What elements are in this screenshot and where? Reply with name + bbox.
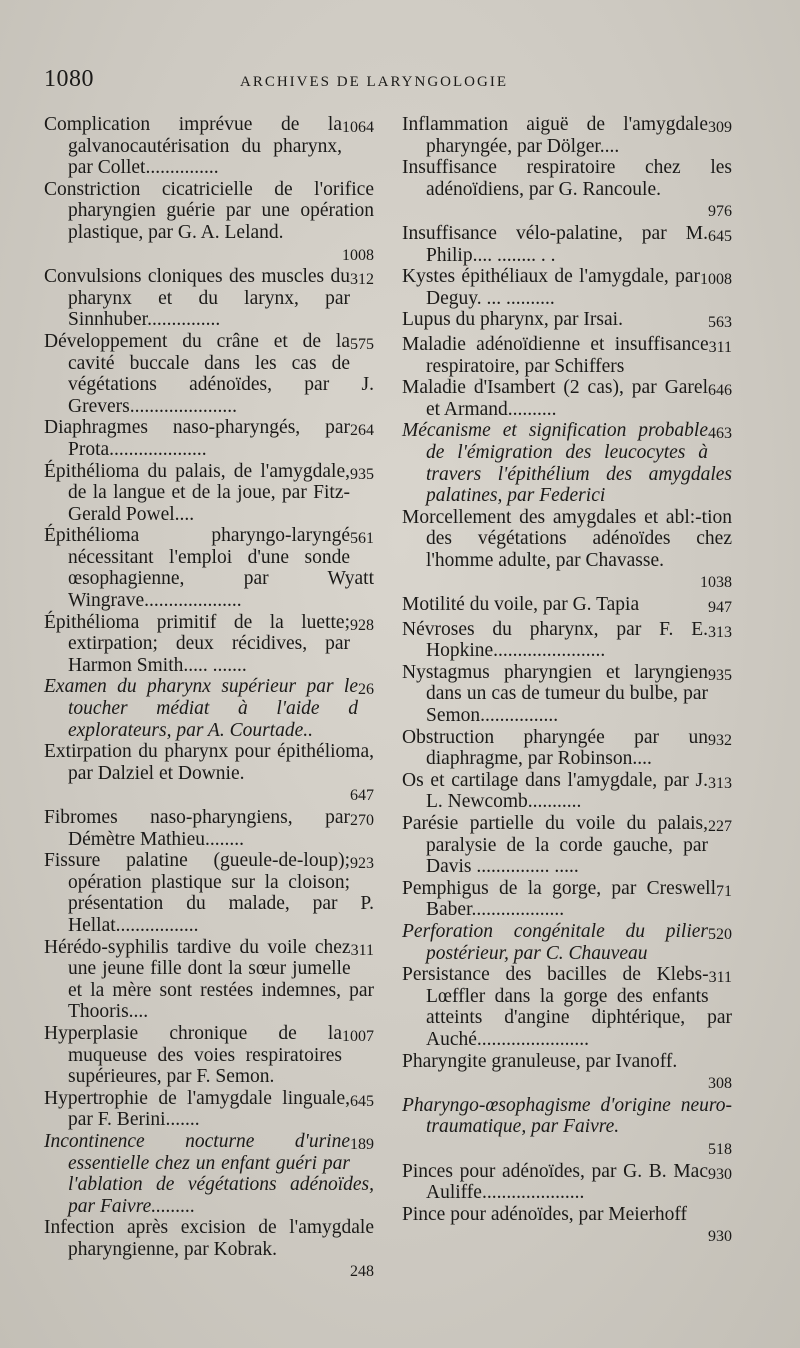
entry-page-number: 248	[350, 1263, 374, 1281]
index-entry	[44, 266, 374, 331]
entry-title: Parésie partielle du voile du palais, paralysie de la corde gauche, par Davis ............... .....	[402, 813, 708, 878]
entry-page-number: 646	[708, 382, 732, 400]
index-entry	[402, 662, 732, 727]
entry-page-number: 1038	[700, 574, 732, 592]
entry-page-number: 575	[350, 335, 374, 353]
index-entry	[402, 1051, 732, 1095]
entry-title: Pince pour adénoïdes, par Meierhoff	[402, 1203, 688, 1225]
index-entry	[402, 334, 732, 377]
entry-title: Examen du pharynx supérieur par le toucher médiat à l'aide d explorateurs, par A. Courtade..	[44, 676, 358, 741]
index-entry	[44, 525, 374, 611]
index-entry	[44, 331, 374, 417]
left-index-column	[44, 114, 374, 1283]
index-entry	[44, 1131, 374, 1217]
entry-page-number: 311	[350, 941, 374, 959]
entry-page-number: 311	[708, 338, 732, 356]
index-entry	[44, 417, 374, 460]
index-entry	[402, 727, 732, 770]
entry-title: Pinces pour adénoïdes, par G. B. Mac Auliffe.....................	[402, 1160, 708, 1204]
entry-title: Nystagmus pharyngien et laryngien dans un cas de tumeur du bulbe, par Semon................	[402, 661, 708, 727]
entry-title: Lupus du pharynx, par Irsai.	[402, 309, 623, 331]
entry-page-number: 311	[708, 969, 732, 987]
entry-page-number: 270	[350, 812, 374, 829]
entry-page-number: 928	[350, 616, 374, 634]
entry-page-number: 312	[350, 271, 374, 289]
index-entry	[402, 114, 732, 157]
entry-title: Complication imprévue de la galvanocautérisation du pharynx, par Collet...............	[44, 114, 342, 179]
index-entry	[44, 741, 374, 807]
entry-page-number: 313	[708, 774, 732, 792]
index-entry	[402, 1204, 732, 1248]
entry-title: Pharyngo-œsophagisme d'origine neuro-traumatique, par Faivre.	[402, 1094, 732, 1138]
index-entry	[402, 878, 732, 921]
index-entry	[44, 850, 374, 936]
entry-title: Inflammation aiguë de l'amygdale pharyngée, par Dölger....	[402, 114, 708, 157]
index-entry	[44, 1023, 374, 1088]
entry-page-number: 1008	[700, 271, 732, 289]
entry-title: Maladie adénoïdienne et insuffisance respiratoire, par Schiffers	[402, 333, 709, 377]
entry-title: Fissure palatine (gueule-de-loup); opération plastique sur la cloison; présentation du malade, par P. Hellat.................	[44, 850, 374, 936]
entry-title: Maladie d'Isambert (2 cas), par Garel et Armand..........	[402, 377, 708, 420]
index-entry	[402, 770, 732, 813]
entry-page-number: 935	[350, 465, 374, 483]
index-entry	[402, 813, 732, 878]
index-entry	[402, 223, 732, 266]
entry-page-number: 309	[708, 119, 732, 136]
entry-title: Constriction cicatricielle de l'orifice pharyngien guérie par une opération plastique, par G. A. Leland.	[44, 178, 374, 243]
entry-title: Développement du crâne et de la cavité buccale dans les cas de végétations adénoïdes, par J. Grevers......................	[44, 330, 374, 417]
entry-title: Infection après excision de l'amygdale pharyngienne, par Kobrak.	[44, 1217, 374, 1260]
entry-page-number: 923	[350, 855, 374, 873]
entry-title: Os et cartilage dans l'amygdale, par J. L. Newcomb...........	[402, 769, 708, 813]
entry-page-number: 561	[350, 530, 374, 548]
index-entry	[44, 1217, 374, 1283]
entry-title: Kystes épithéliaux de l'amygdale, par Deguy. ... ..........	[402, 266, 700, 309]
entry-page-number: 520	[708, 925, 732, 943]
entry-page-number: 518	[708, 1140, 732, 1158]
index-entry	[402, 1095, 732, 1161]
entry-title: Obstruction pharyngée par un diaphragme, par Robinson....	[402, 726, 708, 770]
entry-title: Diaphragmes naso-pharyngés, par Prota....................	[44, 417, 350, 460]
index-entry	[44, 612, 374, 677]
entry-title: Névroses du pharynx, par F. E. Hopkine.......................	[402, 618, 708, 662]
entry-page-number: 563	[708, 314, 732, 332]
entry-page-number: 932	[708, 731, 732, 749]
entry-page-number: 935	[708, 666, 732, 684]
index-entry	[402, 377, 732, 420]
index-entry	[44, 807, 374, 850]
entry-title: Insuffisance vélo-palatine, par M. Philip.... ........ . .	[402, 222, 708, 266]
entry-title: Pemphigus de la gorge, par Creswell Baber...................	[402, 877, 716, 921]
entry-page-number: 1064	[342, 119, 374, 136]
entry-page-number: 947	[708, 599, 732, 617]
index-entry	[44, 179, 374, 266]
entry-title: Motilité du voile, par G. Tapia	[402, 594, 640, 616]
entry-title: Incontinence nocturne d'urine essentielle chez un enfant guéri par l'ablation de végétations adénoïdes, par Faivre.........	[44, 1130, 374, 1217]
index-entry	[44, 676, 374, 741]
entry-page-number: 1008	[342, 246, 374, 264]
entry-page-number: 189	[350, 1135, 374, 1153]
entry-page-number: 976	[708, 203, 732, 221]
index-entry	[44, 1088, 374, 1131]
entry-title: Convulsions cloniques des muscles du pharynx et du larynx, par Sinnhuber...............	[44, 266, 350, 331]
entry-title: Perforation congénitale du pilier postérieur, par C. Chauveau	[402, 920, 708, 964]
entry-page-number: 264	[350, 422, 374, 440]
entry-page-number: 71	[716, 882, 732, 900]
index-entry	[402, 619, 732, 662]
entry-title: Extirpation du pharynx pour épithélioma, par Dalziel et Downie.	[44, 741, 374, 784]
entry-page-number: 930	[708, 1228, 732, 1246]
index-entry	[44, 114, 374, 179]
index-entry	[44, 461, 374, 526]
entry-page-number: 26	[358, 681, 374, 699]
entry-title: Hérédo-syphilis tardive du voile chez une jeune fille dont la sœur jumelle et la mère sont restées indemnes, par Thooris....	[44, 936, 374, 1023]
entry-page-number: 1007	[342, 1027, 374, 1045]
index-entry	[402, 266, 732, 309]
entry-page-number: 227	[708, 818, 732, 835]
index-entry	[402, 1161, 732, 1204]
running-title: ARCHIVES DE LARYNGOLOGIE	[240, 74, 508, 90]
entry-title: Persistance des bacilles de Klebs-Lœffler dans la gorge des enfants atteints d'angine diphtérique, par Auché.......................	[402, 964, 732, 1050]
index-entry	[44, 937, 374, 1023]
right-index-column	[402, 114, 732, 1248]
entry-page-number: 463	[708, 425, 732, 443]
page-number: 1080	[44, 66, 94, 92]
entry-title: Épithélioma primitif de la luette; extirpation; deux récidives, par Harmon Smith..... .......	[44, 611, 350, 676]
index-entry	[402, 594, 732, 619]
index-entry	[402, 420, 732, 506]
entry-page-number: 308	[708, 1075, 732, 1093]
entry-title: Épithélioma pharyngo-laryngé nécessitant l'emploi d'une sonde œsophagienne, par Wyatt Wingrave....................	[44, 525, 374, 612]
entry-title: Fibromes naso-pharyngiens, par Démètre Mathieu........	[44, 807, 350, 850]
entry-title: Hypertrophie de l'amygdale linguale, par F. Berini.......	[44, 1087, 350, 1131]
index-entry	[402, 309, 732, 334]
index-entry	[402, 964, 732, 1050]
index-entry	[402, 157, 732, 223]
entry-page-number: 930	[708, 1165, 732, 1183]
entry-page-number: 647	[350, 787, 374, 805]
index-entry	[402, 507, 732, 594]
entry-title: Insuffisance respiratoire chez les adénoïdiens, par G. Rancoule.	[402, 157, 732, 200]
entry-title: Pharyngite granuleuse, par Ivanoff.	[402, 1050, 678, 1072]
entry-title: Épithélioma du palais, de l'amygdale, de la langue et de la joue, par Fitz-Gerald Powel....	[44, 460, 350, 525]
index-entry	[402, 921, 732, 964]
entry-title: Mécanisme et signification probable de l'émigration des leucocytes à travers l'épithélium des amygdales palatines, par Federici	[402, 420, 732, 507]
entry-page-number: 313	[708, 623, 732, 641]
entry-page-number: 645	[708, 227, 732, 245]
entry-title: Morcellement des amygdales et abl:-tion des végétations adénoïdes chez l'homme adulte, par Chavasse.	[402, 506, 732, 571]
page-header	[40, 66, 760, 98]
entry-page-number: 645	[350, 1092, 374, 1110]
entry-title: Hyperplasie chronique de la muqueuse des voies respiratoires supérieures, par F. Semon.	[44, 1022, 342, 1088]
